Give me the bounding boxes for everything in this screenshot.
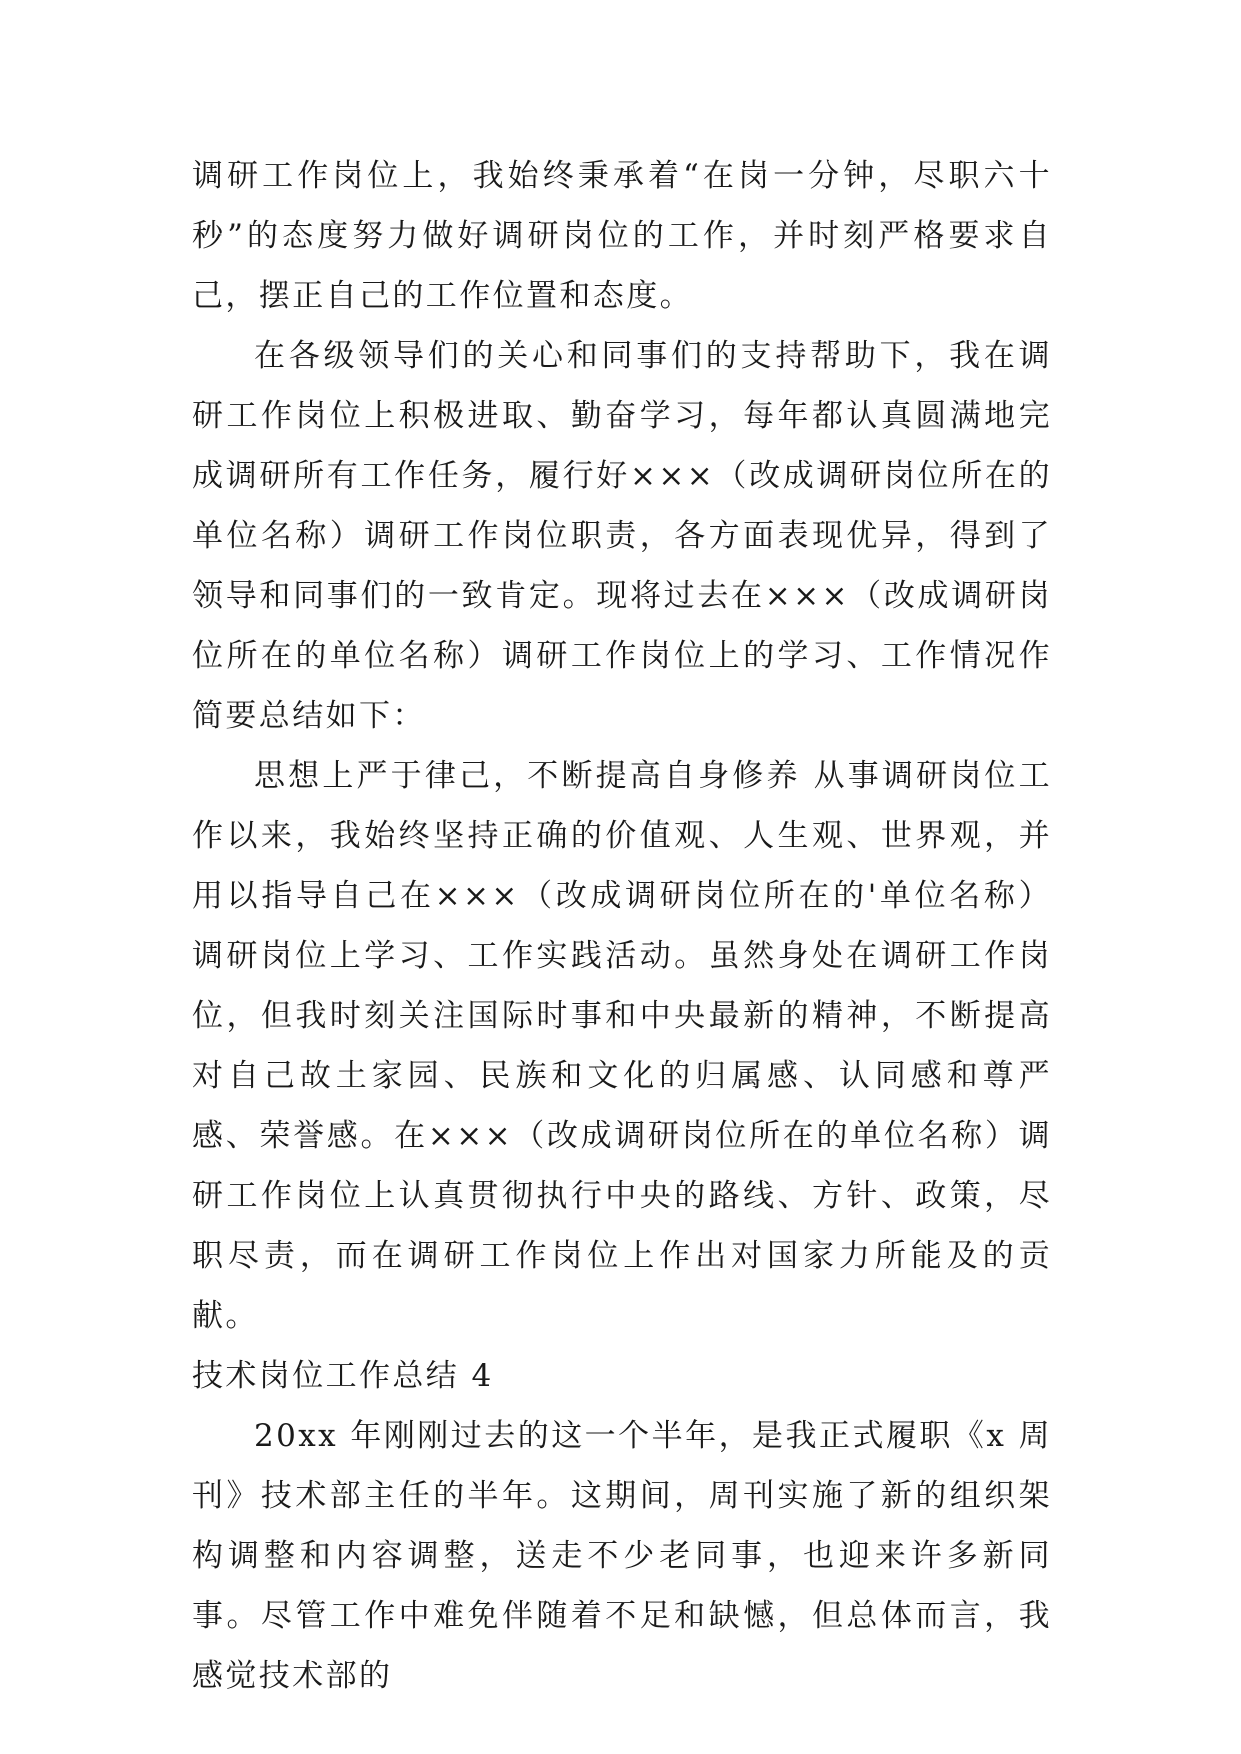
paragraph-ideology: 思想上严于律己，不断提高自身修养 从事调研岗位工作以来，我始终坚持正确的价值观、人生观、世界观，并用以指导自己在×××（改成调研岗位所在的'单位名称）调研岗位上学习、工作实践活动。虽然身处在调研工作岗位，但我时刻关注国际时事和中央最新的精神，不断提高对自己故土家园、民族和文化的归属感、认同感和尊严感、荣誉感。在×××（改成调研岗位所在的单位名称）调研工作岗位上认真贯彻执行中央的路线、方针、政策，尽职尽责，而在调研工作岗位上作出对国家力所能及的贡献。: [192, 758, 1052, 1334]
paragraph-tech-summary: 20xx 年刚刚过去的这一个半年，是我正式履职《x 周刊》技术部主任的半年。这期间，周刊实施了新的组织架构调整和内容调整，送走不少老同事，也迎来许多新同事。尽管工作中难免伴随着不足和缺憾，但总体而言，我感觉技术部的: [192, 1418, 1052, 1694]
document-body: [192, 146, 1052, 1706]
section-heading: 技术岗位工作总结 4: [192, 1358, 494, 1394]
paragraph-intro: 在各级领导们的关心和同事们的支持帮助下，我在调研工作岗位上积极进取、勤奋学习，每年都认真圆满地完成调研所有工作任务，履行好×××（改成调研岗位所在的单位名称）调研工作岗位职责，各方面表现优异，得到了领导和同事们的一致肯定。现将过去在×××（改成调研岗位所在的单位名称）调研工作岗位上的学习、工作情况作简要总结如下：: [192, 338, 1052, 734]
paragraph-continuation: 调研工作岗位上，我始终秉承着“在岗一分钟，尽职六十秒”的态度努力做好调研岗位的工作，并时刻严格要求自己，摆正自己的工作位置和态度。: [192, 158, 1052, 314]
